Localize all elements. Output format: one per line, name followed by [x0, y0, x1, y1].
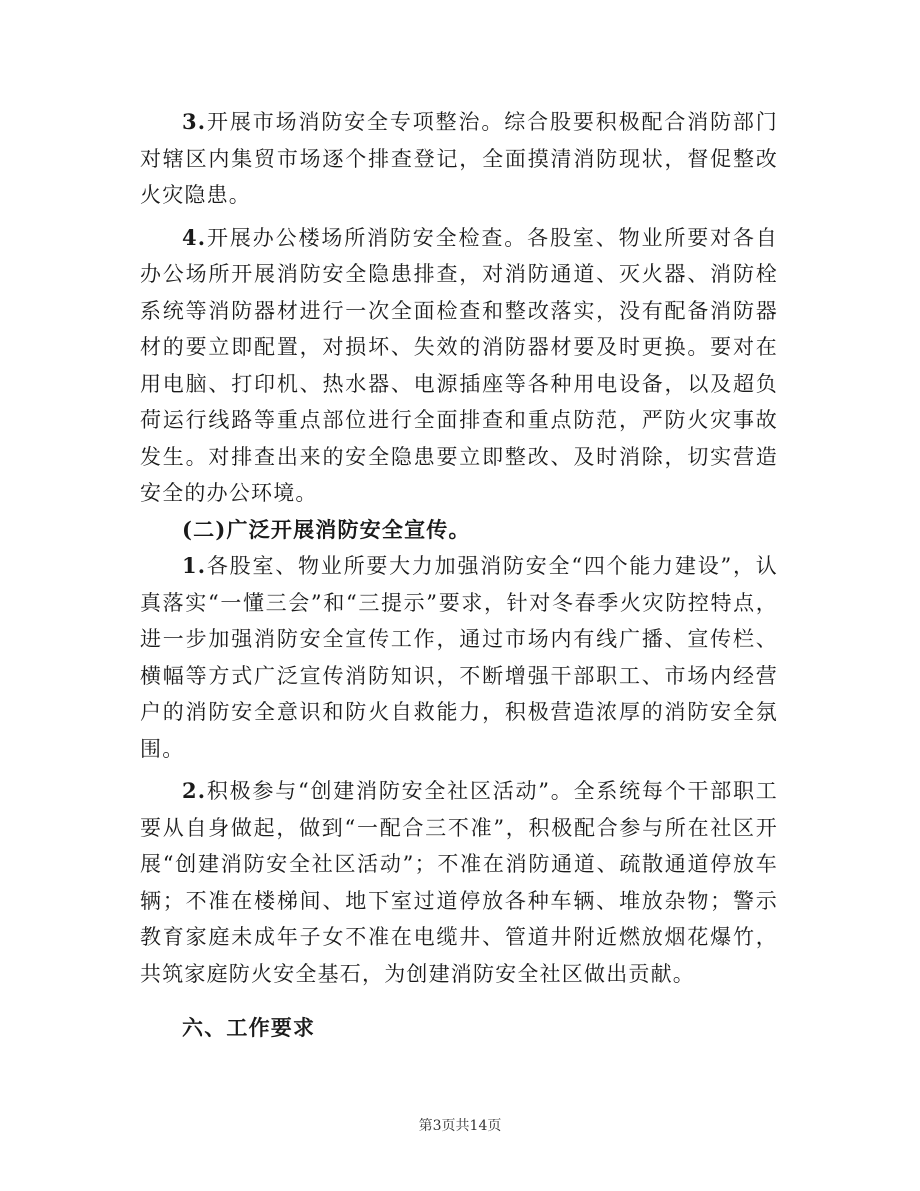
item-number: 3. — [182, 109, 207, 134]
item-number: 4. — [182, 224, 207, 250]
page-number-label: 第3页共14页 — [418, 1118, 502, 1134]
paragraph-text: 各股室、物业所要大力加强消防安全“四个能力建设”，认真落实“一懂三会”和“三提示”要求，针对冬春季火灾防控特点，进一步加强消防安全宣传工作，通过市场内有线广播、宣传栏、横幅等方式广泛宣传消防知识，不断增强干部职工、市场内经营户的消防安全意识和防火自救能力，积极营造浓厚的消防安全氛围。 — [140, 554, 778, 761]
item-number: 2. — [182, 778, 207, 803]
page-footer — [0, 1115, 920, 1135]
document-body — [140, 104, 778, 1047]
section-heading-publicity: (二)广泛开展消防安全宣传。 — [182, 516, 471, 542]
paragraph-publicity — [140, 548, 778, 767]
section-heading-work-requirements: 六、工作要求 — [182, 1015, 316, 1040]
paragraph-office-inspection — [140, 220, 778, 512]
paragraph-text: 积极参与“创建消防安全社区活动”。全系统每个干部职工要从自身做起，做到“一配合三不准”，积极配合参与所在社区开展“创建消防安全社区活动”；不准在消防通道、疏散通道停放车辆；不准在楼梯间、地下室过道停放各种车辆、堆放杂物；警示教育家庭未成年子女不准在电缆井、管道井附近燃放烟花爆竹，共筑家庭防火安全基石，为创建消防安全社区做出贡献。 — [140, 779, 778, 986]
paragraph-text: 开展办公楼场所消防安全检查。各股室、物业所要对各自办公场所开展消防安全隐患排查，对消防通道、灭火器、消防栓系统等消防器材进行一次全面检查和整改落实，没有配备消防器材的要立即配置，对损坏、失效的消防器材要及时更换。要对在用电脑、打印机、热水器、电源插座等各种用电设备，以及超负荷运行线路等重点部位进行全面排查和重点防范，严防火灾事故发生。对排查出来的安全隐患要立即整改、及时消除，切实营造安全的办公环境。 — [140, 225, 778, 505]
paragraph-text: 开展市场消防安全专项整治。综合股要积极配合消防部门对辖区内集贸市场逐个排查登记，全面摸清消防现状，督促整改火灾隐患。 — [140, 110, 778, 207]
item-number: 1. — [182, 553, 207, 578]
paragraph-market-inspection — [140, 104, 778, 214]
paragraph-community — [140, 773, 778, 992]
spacer — [140, 992, 778, 1010]
